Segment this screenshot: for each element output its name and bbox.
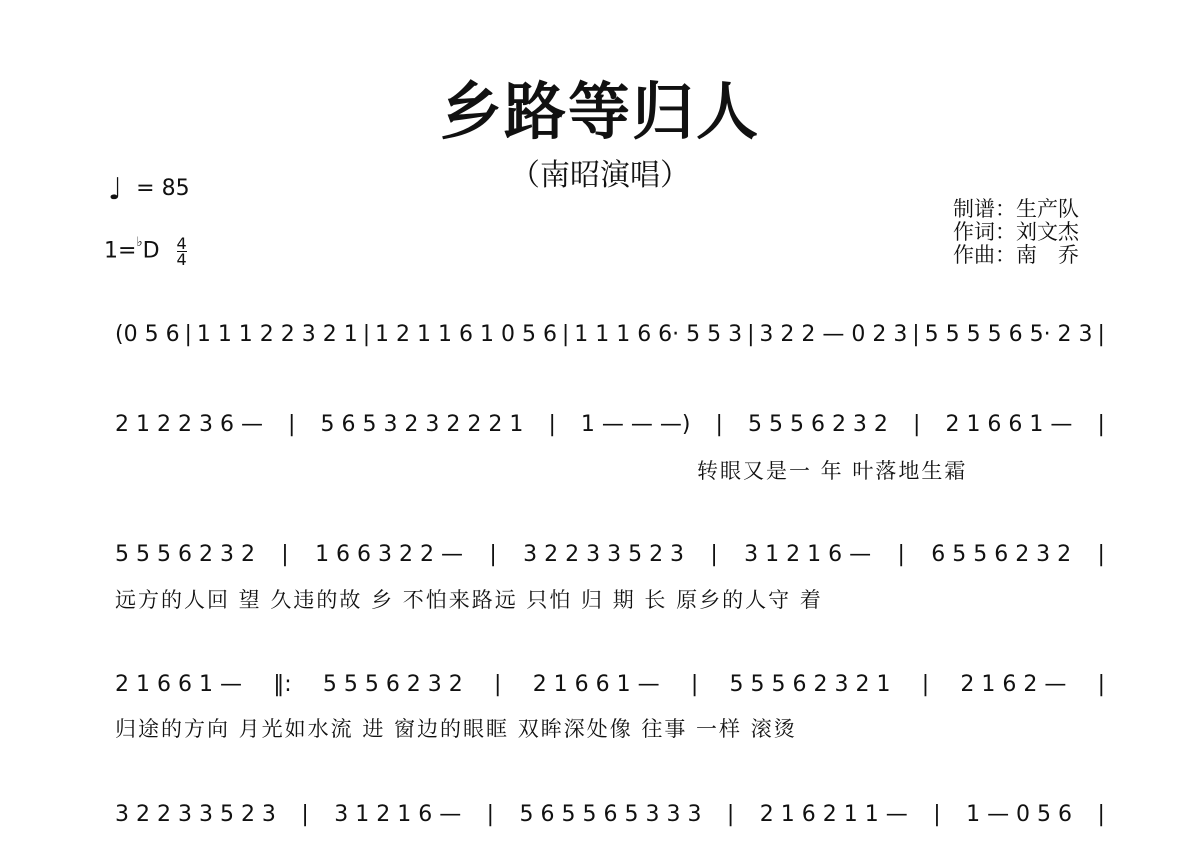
credit-composer: 作曲：南 乔 xyxy=(953,243,1079,267)
performer-subtitle: （南昭演唱） xyxy=(510,158,690,193)
note-group: 3 2 2 3 3 5 2 3 xyxy=(523,542,685,567)
note-group: 5 6 5 3 2 3 2 2 2 1 xyxy=(320,412,524,437)
lyrics-line-4: 归途的方向 月光如水流 进 窗边的眼眶 双眸深处像 往事 一样 滚烫 xyxy=(115,717,797,741)
lyrics-line-3: 远方的人回 望 久违的故 乡 不怕来路远 只怕 归 期 长 原乡的人守 着 xyxy=(115,588,823,612)
key-signature xyxy=(104,236,187,267)
note-group: 2 1 6 6 1 — xyxy=(115,672,242,697)
note-group: 5 6 5 5 6 5 3 3 3 xyxy=(519,802,702,827)
music-system-3 xyxy=(115,542,1105,567)
note-group: 1 — 0 5 6 xyxy=(966,802,1073,827)
note-group: 3 1 2 1 6 — xyxy=(334,802,462,827)
note-group: 3 1 2 1 6 — xyxy=(744,542,872,567)
barline: | xyxy=(548,412,556,437)
music-system-5 xyxy=(115,802,1105,827)
barline: | xyxy=(362,322,371,347)
barline: | xyxy=(715,412,723,437)
barline: | xyxy=(912,322,920,347)
barline: | xyxy=(1097,322,1105,347)
note-group: 5 5 5 6 2 3 2 xyxy=(322,672,463,697)
key-prefix: 1= xyxy=(104,238,137,264)
song-title: 乡路等归人 xyxy=(439,75,760,148)
time-signature xyxy=(177,236,187,267)
credit-arranger: 制谱：生产队 xyxy=(953,197,1079,221)
barline: | xyxy=(281,542,289,567)
barline: | xyxy=(184,322,192,347)
barline: | xyxy=(921,672,930,697)
barline: | xyxy=(1097,542,1105,567)
barline: | xyxy=(933,802,941,827)
note-group: 5 5 5 6 2 3 2 xyxy=(115,542,255,567)
note-group: 5 5 5 6 2 3 2 xyxy=(747,412,888,437)
note-group: 1 1 1 6 6· 5 5 3 xyxy=(574,322,743,347)
note-group: 1 2 1 1 6 1 0 5 6 xyxy=(375,322,557,347)
note-group: (0 5 6 xyxy=(115,322,180,347)
barline: | xyxy=(912,412,921,437)
note-group: 2 1 2 2 3 6 — xyxy=(115,412,263,437)
note-group: 2 1 6 6 1 — xyxy=(945,412,1073,437)
barline: | xyxy=(301,802,309,827)
barline: | xyxy=(486,802,495,827)
note-group: 1 1 1 2 2 3 2 1 xyxy=(196,322,358,347)
time-numerator: 4 xyxy=(176,234,187,253)
barline: | xyxy=(1097,672,1105,697)
credit-lyricist: 作词：刘文杰 xyxy=(953,220,1079,244)
note-group: 3 2 2 3 3 5 2 3 xyxy=(115,802,276,827)
note-group: 5 5 5 6 2 3 2 1 xyxy=(729,672,891,697)
music-system-2 xyxy=(115,412,1105,437)
barline: | xyxy=(1097,802,1105,827)
note-group: 1 — — —) xyxy=(580,412,691,437)
note-group: 2 1 6 6 1 — xyxy=(532,672,660,697)
barline: | xyxy=(726,802,735,827)
barline: | xyxy=(288,412,296,437)
note-group: 5 5 5 5 6 5· 2 3 xyxy=(924,322,1093,347)
music-system-1 xyxy=(115,322,1105,347)
tempo-marking xyxy=(108,172,190,207)
note-group: 2 1 6 2 — xyxy=(960,672,1067,697)
time-denominator: 4 xyxy=(176,250,187,269)
repeat-start-barline: ‖: xyxy=(273,672,292,697)
lyrics-line-2: 转眼又是一 年 叶落地生霜 xyxy=(697,459,968,483)
music-system-4 xyxy=(115,672,1105,697)
barline: | xyxy=(489,542,497,567)
note-group: 6 5 5 6 2 3 2 xyxy=(931,542,1072,567)
note-group: 3 2 2 — 0 2 3 xyxy=(759,322,908,347)
note-group: 2 1 6 2 1 1 — xyxy=(759,802,908,827)
barline: | xyxy=(747,322,755,347)
note-group: 1 6 6 3 2 2 — xyxy=(315,542,464,567)
key-letter: D xyxy=(142,238,160,264)
quarter-note-icon: ♩ xyxy=(108,172,123,207)
barline: | xyxy=(897,542,905,567)
barline: | xyxy=(561,322,570,347)
barline: | xyxy=(690,672,699,697)
tempo-value: = 85 xyxy=(136,176,190,201)
barline: | xyxy=(1097,412,1105,437)
flat-sign: ♭ xyxy=(136,234,143,250)
barline: | xyxy=(494,672,502,697)
barline: | xyxy=(710,542,718,567)
